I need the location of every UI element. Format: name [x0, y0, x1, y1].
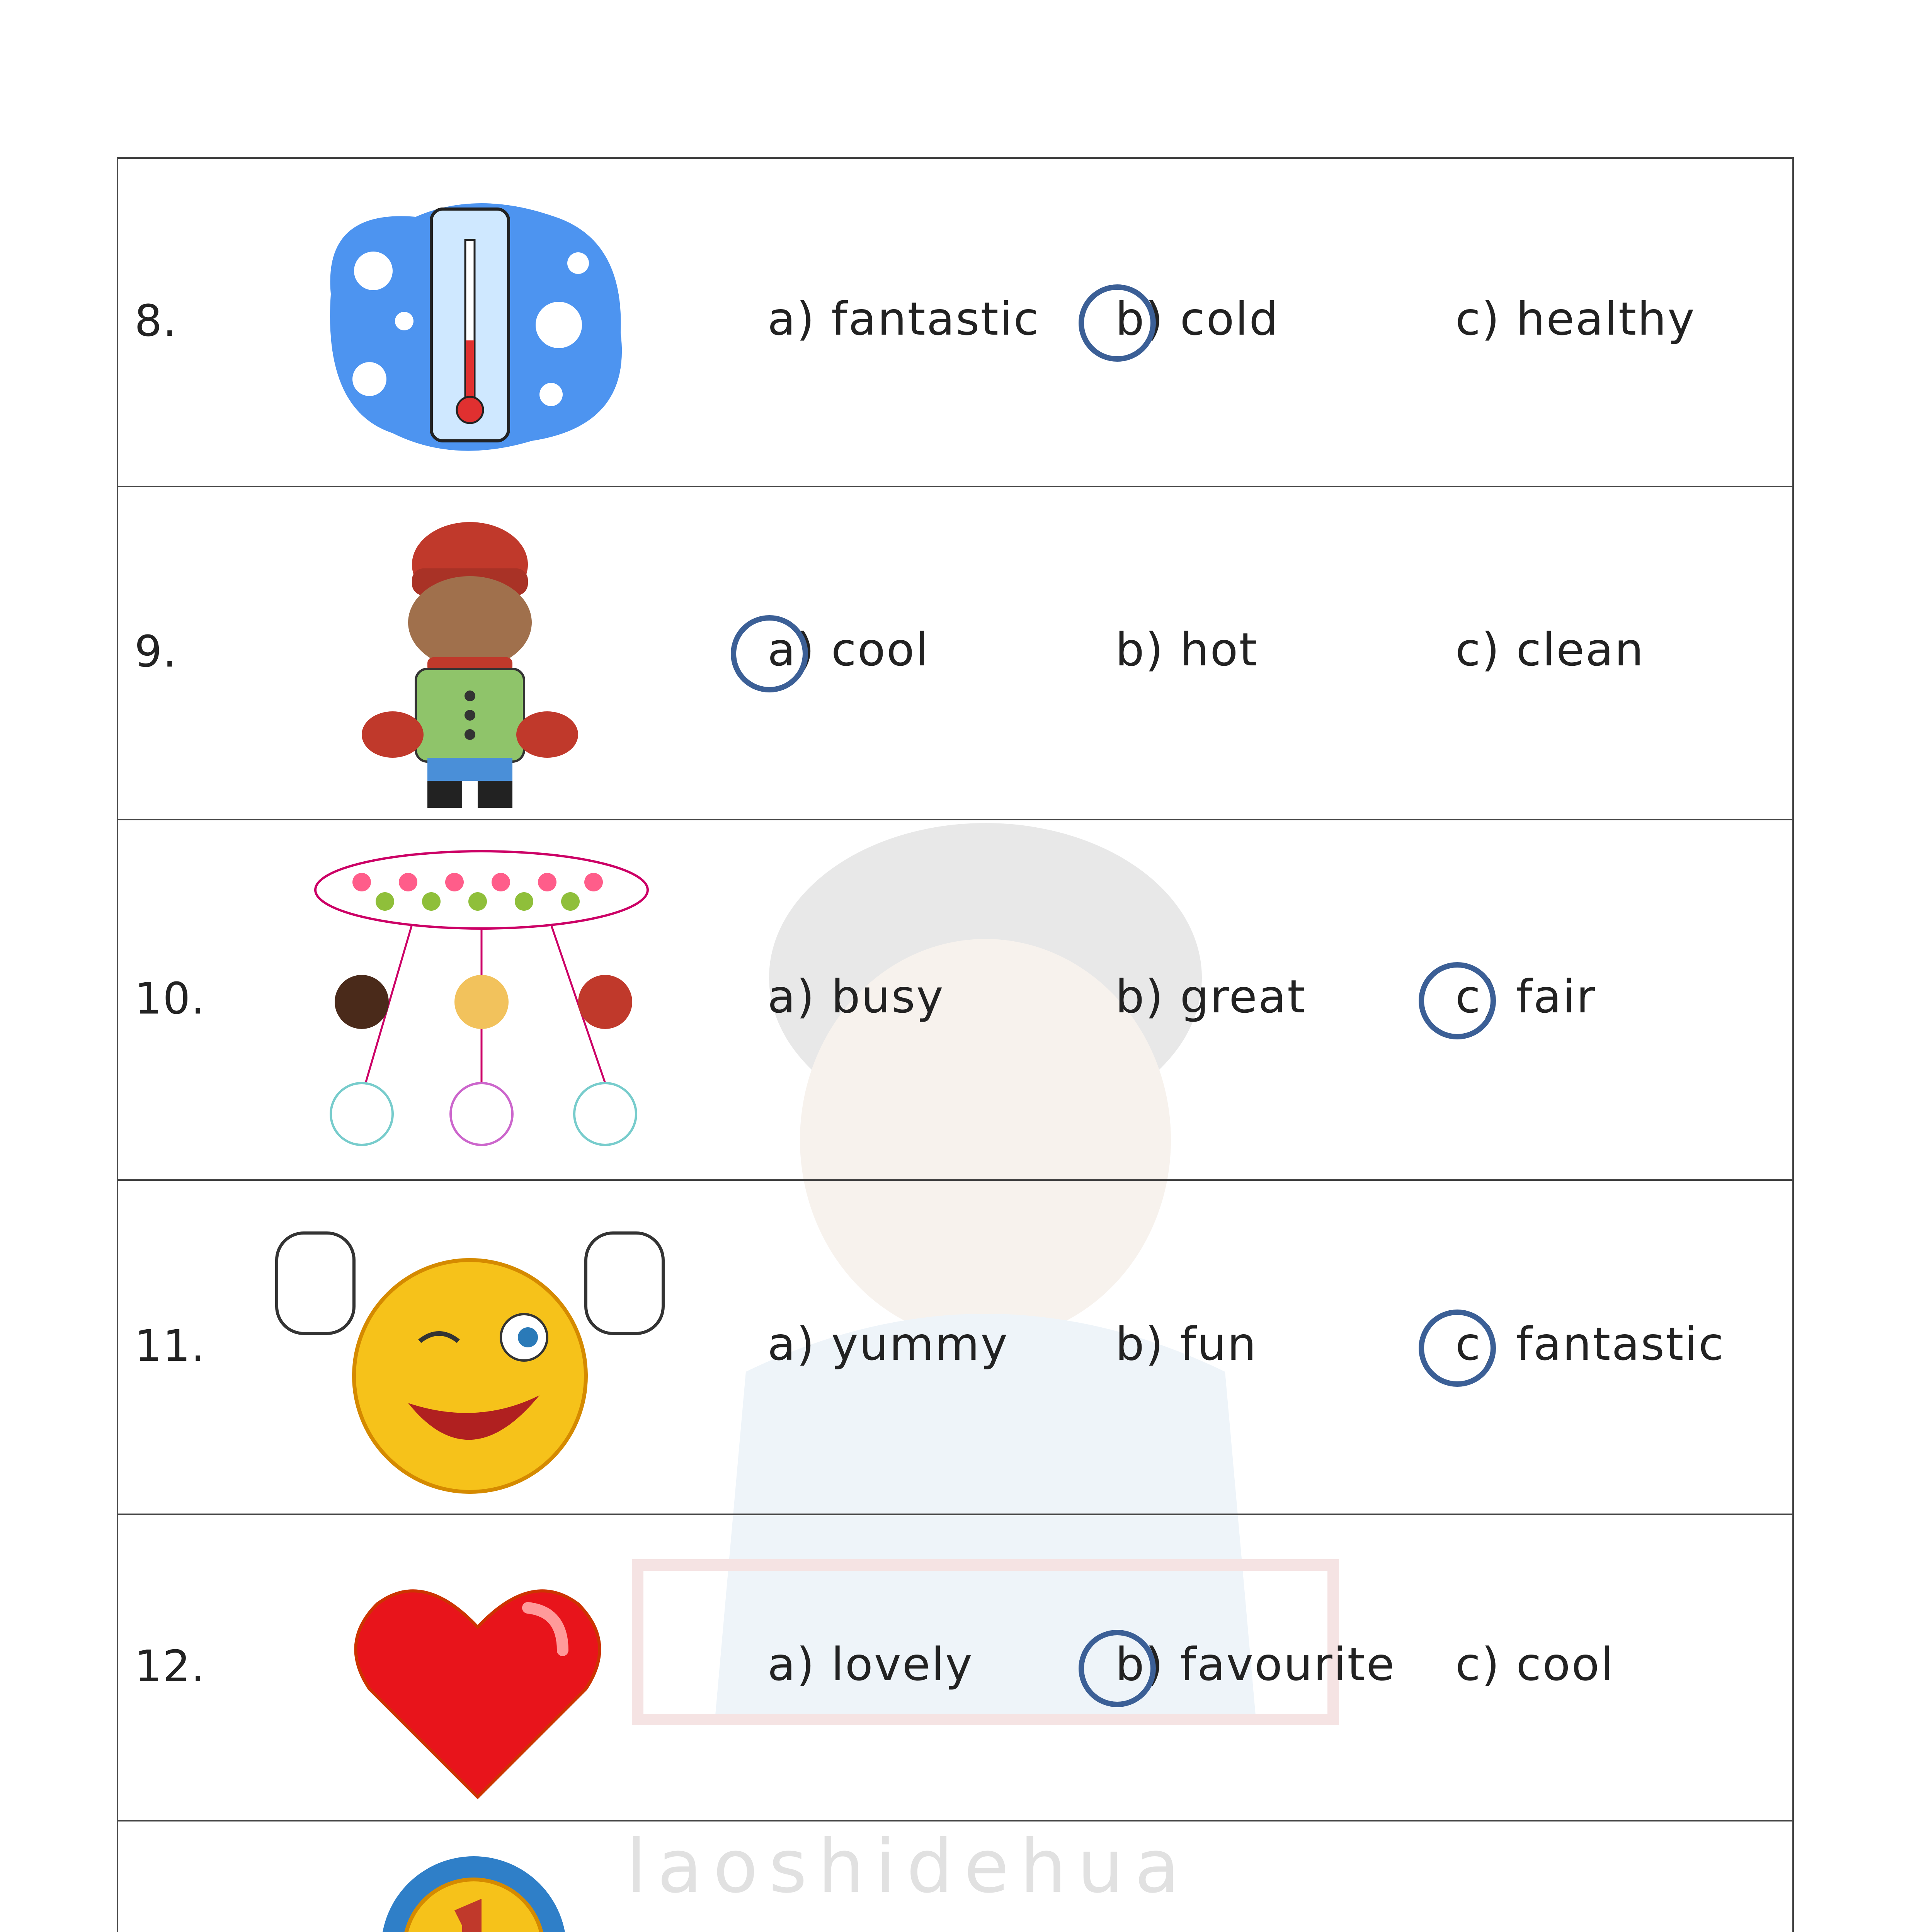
answer-option-c[interactable]: c) clean [1455, 623, 1645, 676]
red-heart-icon [346, 1573, 609, 1806]
answer-option-a[interactable]: a) cool [767, 623, 929, 676]
answer-circle-mark [1079, 284, 1156, 362]
first-place-ribbon-icon [369, 1852, 578, 1932]
question-number: 11. [134, 1321, 206, 1371]
answer-option-b[interactable]: b) cold [1115, 292, 1280, 345]
question-row [118, 1515, 1792, 1821]
answer-option-c[interactable]: c) healthy [1455, 292, 1696, 345]
question-number: 8. [134, 296, 177, 346]
answer-circle-mark [731, 615, 808, 692]
question-row [118, 820, 1792, 1181]
smiley-thumbs-up-icon [261, 1210, 679, 1505]
answer-option-a[interactable]: a) fantastic [767, 292, 1040, 345]
answer-option-b[interactable]: b) great [1115, 969, 1307, 1023]
sweets-shared-equally-icon [304, 847, 652, 1150]
answer-option-a[interactable]: a) busy [767, 969, 944, 1023]
answer-option-b[interactable]: b) hot [1115, 623, 1258, 676]
question-row [118, 1181, 1792, 1515]
answer-circle-mark [1419, 962, 1496, 1039]
question-number: 9. [134, 627, 177, 677]
question-row [118, 159, 1792, 487]
answer-option-a[interactable]: a) lovely [767, 1637, 973, 1691]
child-winter-clothes-icon [350, 518, 590, 813]
answer-option-c[interactable]: c) fair [1455, 969, 1596, 1023]
question-row [118, 487, 1792, 820]
question-number: 12. [134, 1641, 206, 1692]
answer-option-b[interactable]: b) fun [1115, 1317, 1257, 1371]
watermark-handle: laoshidehua [626, 1824, 1191, 1909]
thermometer-snow-icon [315, 194, 632, 466]
question-number: 10. [134, 973, 206, 1024]
answer-option-a[interactable]: a) yummy [767, 1317, 1009, 1371]
question-table [117, 157, 1794, 1932]
answer-circle-mark [1079, 1630, 1156, 1707]
answer-option-c[interactable]: c) fantastic [1455, 1317, 1725, 1371]
question-row [118, 1821, 1792, 1932]
answer-circle-mark [1419, 1310, 1496, 1387]
answer-option-c[interactable]: c) cool [1455, 1637, 1615, 1691]
answer-option-b[interactable]: b) favourite [1115, 1637, 1396, 1691]
